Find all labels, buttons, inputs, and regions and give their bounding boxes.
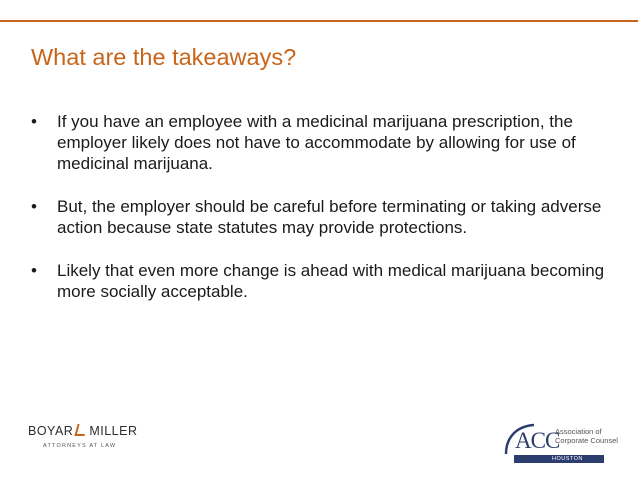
acc-chapter-city: HOUSTON [552,456,583,462]
bullet-dot-icon: • [31,197,37,216]
bullet-dot-icon: • [31,112,37,131]
bullet-item [31,196,621,238]
bullet-item [31,260,621,302]
bullet-dot-icon: • [31,261,37,280]
acc-name-line1: Association of [555,427,602,436]
acc-letters: ACC [515,428,560,453]
boyar-word: BOYAR [28,424,74,438]
acc-full-name [555,428,618,445]
bullet-item [31,111,621,174]
boyar-miller-mark-icon [75,424,88,436]
bullet-text: But, the employer should be careful before terminating or taking adverse action because state statutes may provide protections. [57,197,602,237]
acc-name-line2: Corporate Counsel [555,435,618,445]
bullet-text: If you have an employee with a medicinal marijuana prescription, the employer likely does not have to accommodate by allowing for use of medicinal marijuana. [57,112,576,173]
boyar-miller-logo [28,418,136,458]
slide-title: What are the takeaways? [31,44,297,70]
boyar-miller-tagline: ATTORNEYS AT LAW [43,443,117,449]
title-divider [0,20,638,22]
bullet-list [31,111,621,324]
acc-houston-logo [500,422,618,470]
acc-chapter-bar [514,455,604,463]
boyar-miller-wordmark [28,424,138,438]
bullet-text: Likely that even more change is ahead with medical marijuana becoming more socially acceptable. [57,261,605,301]
miller-word: MILLER [89,424,138,438]
